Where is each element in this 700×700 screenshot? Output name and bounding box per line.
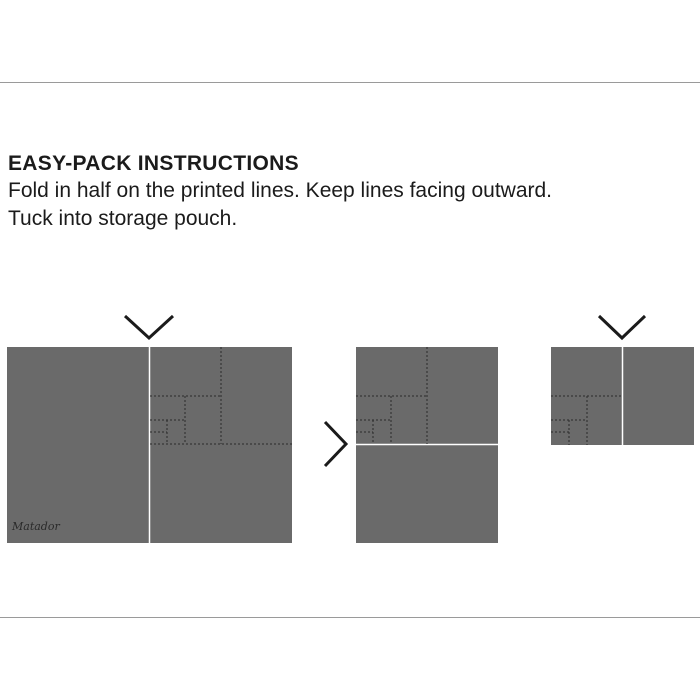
brand-logo: Matador	[12, 520, 60, 533]
bottom-divider	[0, 617, 700, 618]
instructions-title: EASY-PACK INSTRUCTIONS	[8, 152, 299, 175]
fold-chevron-icon	[125, 316, 173, 338]
instructions-line-2: Tuck into storage pouch.	[8, 207, 238, 230]
step-1-full-sheet	[7, 316, 292, 543]
fold-diagram-graphic	[0, 300, 700, 560]
top-divider	[0, 82, 700, 83]
next-step-arrow-icon	[325, 422, 346, 466]
fold-diagram	[0, 300, 700, 560]
fold-chevron-icon	[599, 316, 645, 338]
instructions-line-1: Fold in half on the printed lines. Keep lines facing outward.	[8, 179, 553, 202]
step-3-quarter-fold	[551, 316, 694, 445]
step-2-half-fold	[356, 347, 498, 543]
instructions-block	[8, 150, 698, 233]
